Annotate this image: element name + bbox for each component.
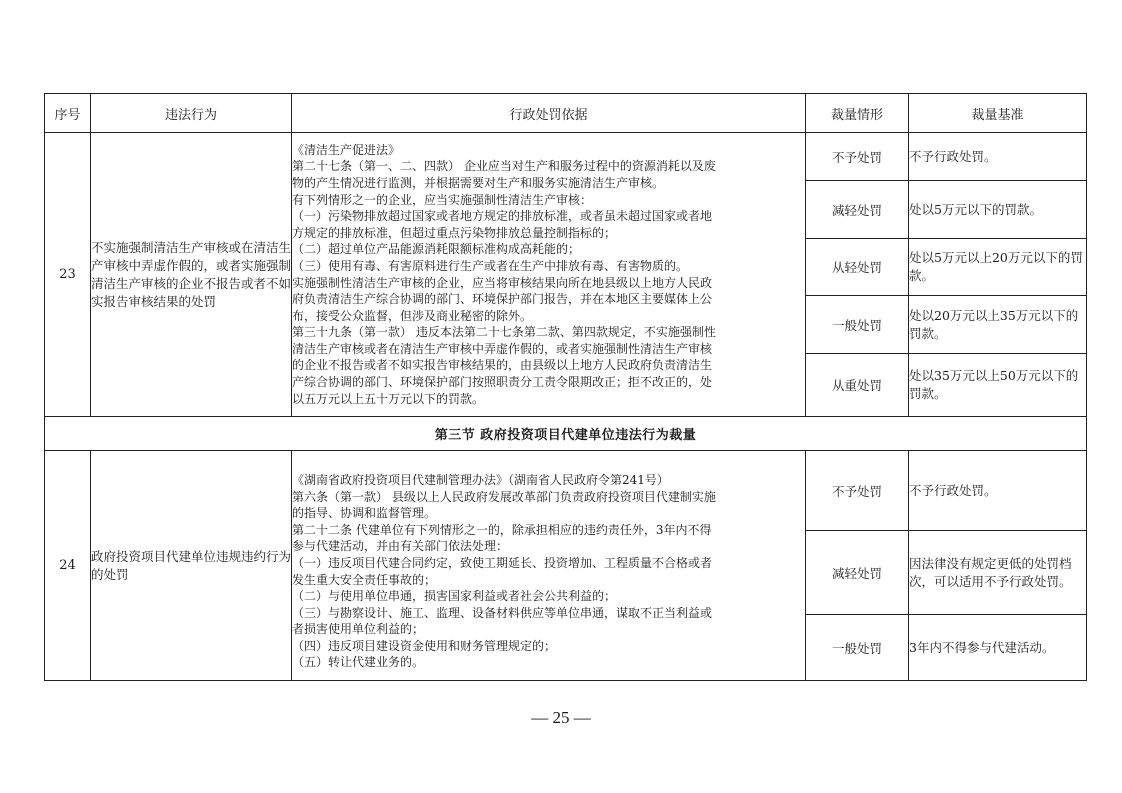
penalty-table: [44, 93, 1087, 681]
situation-cell: 一般处罚: [806, 615, 909, 681]
basis-line: 有下列情形之一的企业，应当实施强制性清洁生产审核：: [292, 192, 593, 207]
situation-cell: 减轻处罚: [806, 531, 909, 615]
basis-line: 第三十九条（第一款） 违反本法第二十七条第二款、第四款规定，不实施强制性: [292, 325, 716, 340]
situation-cell: 不予处罚: [806, 451, 909, 531]
header-row: [45, 94, 1087, 133]
section-title: 第三节 政府投资项目代建单位违法行为裁量: [45, 417, 1087, 451]
basis-line: 第二十七条（第一、二、四款） 企业应当对生产和服务过程中的资源消耗以及废: [292, 159, 716, 174]
header-violation: 违法行为: [91, 94, 292, 133]
row-number: 23: [45, 133, 91, 417]
standard-cell: 处以5万元以上20万元以下的罚款。: [909, 239, 1087, 296]
basis-text: [292, 451, 806, 681]
basis-line: 产综合协调的部门、环境保护部门按照职责分工责令限期改正；拒不改正的，处: [292, 375, 713, 390]
basis-line: 第二十二条 代建单位有下列情形之一的，除承担相应的违约责任外，3年内不得: [292, 522, 712, 537]
violation-text: 政府投资项目代建单位违规违约行为的处罚: [91, 451, 292, 681]
basis-line: （四）违反项目建设资金使用和财务管理规定的；: [292, 638, 557, 653]
standard-cell: 3年内不得参与代建活动。: [909, 615, 1087, 681]
basis-line: 《湖南省政府投资项目代建制管理办法》（湖南省人民政府令第241号）: [292, 472, 669, 487]
violation-text: 不实施强制清洁生产审核或在清洁生产审核中弄虚作假的，或者实施强制清洁生产审核的企业不报告或者不如实报告审核结果的处罚: [91, 133, 292, 417]
header-basis: 行政处罚依据: [292, 94, 806, 133]
basis-line: （一）污染物排放超过国家或者地方规定的排放标准，或者虽未超过国家或者地: [292, 209, 713, 224]
basis-line: 布，接受公众监督，但涉及商业秘密的除外。: [292, 308, 533, 323]
situation-cell: 一般处罚: [806, 296, 909, 354]
header-situation: 裁量情形: [806, 94, 909, 133]
standard-cell: 不予行政处罚。: [909, 133, 1087, 181]
section-row: [45, 417, 1087, 451]
situation-cell: 不予处罚: [806, 133, 909, 181]
basis-line: （三）与勘察设计、施工、监理、设备材料供应等单位串通，谋取不正当利益或: [292, 605, 713, 620]
standard-cell: 处以20万元以上35万元以下的罚款。: [909, 296, 1087, 354]
basis-line: 以五万元以上五十万元以下的罚款。: [292, 391, 485, 406]
basis-line: 府负责清洁生产综合协调的部门、环境保护部门报告，并在本地区主要媒体上公: [292, 292, 713, 307]
header-seq: 序号: [45, 94, 91, 133]
row-number: 24: [45, 451, 91, 681]
situation-cell: 从轻处罚: [806, 239, 909, 296]
basis-line: 的指导、协调和监督管理。: [292, 506, 437, 521]
standard-cell: 处以35万元以上50万元以下的罚款。: [909, 354, 1087, 417]
page-number: — 25 —: [531, 708, 591, 727]
basis-line: 《清洁生产促进法》: [292, 142, 401, 157]
table-row: [45, 451, 1087, 531]
basis-line: 方规定的排放标准，但超过重点污染物排放总量控制指标的；: [292, 225, 617, 240]
basis-line: （二）超过单位产品能源消耗限额标准构成高耗能的；: [292, 242, 581, 257]
basis-line: 实施强制性清洁生产审核的企业，应当将审核结果向所在地县级以上地方人民政: [292, 275, 713, 290]
basis-line: 清洁生产审核或者在清洁生产审核中弄虚作假的，或者实施强制性清洁生产审核: [292, 341, 713, 356]
table-row: [45, 133, 1087, 181]
basis-line: （五）转让代建业务的。: [292, 655, 425, 670]
basis-text: [292, 133, 806, 417]
basis-line: 发生重大安全责任事故的；: [292, 572, 437, 587]
basis-line: 的企业不报告或者不如实报告审核结果的，由县级以上地方人民政府负责清洁生: [292, 358, 713, 373]
situation-cell: 从重处罚: [806, 354, 909, 417]
basis-line: （三）使用有毒、有害原料进行生产或者在生产中排放有毒、有害物质的。: [292, 258, 689, 273]
standard-cell: 因法律没有规定更低的处罚档次，可以适用不予行政处罚。: [909, 531, 1087, 615]
standard-cell: 处以5万元以下的罚款。: [909, 181, 1087, 239]
basis-line: 物的产生情况进行监测，并根据需要对生产和服务实施清洁生产审核。: [292, 175, 665, 190]
basis-line: 参与代建活动，并由有关部门依法处理：: [292, 539, 509, 554]
basis-line: （二）与使用单位串通，损害国家利益或者社会公共利益的；: [292, 589, 617, 604]
standard-cell: 不予行政处罚。: [909, 451, 1087, 531]
basis-line: 第六条（第一款） 县级以上人民政府发展改革部门负责政府投资项目代建制实施: [292, 489, 716, 504]
basis-line: （一）违反项目代建合同约定，致使工期延长、投资增加、工程质量不合格或者: [292, 555, 713, 570]
situation-cell: 减轻处罚: [806, 181, 909, 239]
header-standard: 裁量基准: [909, 94, 1087, 133]
basis-line: 者损害使用单位利益的；: [292, 622, 425, 637]
